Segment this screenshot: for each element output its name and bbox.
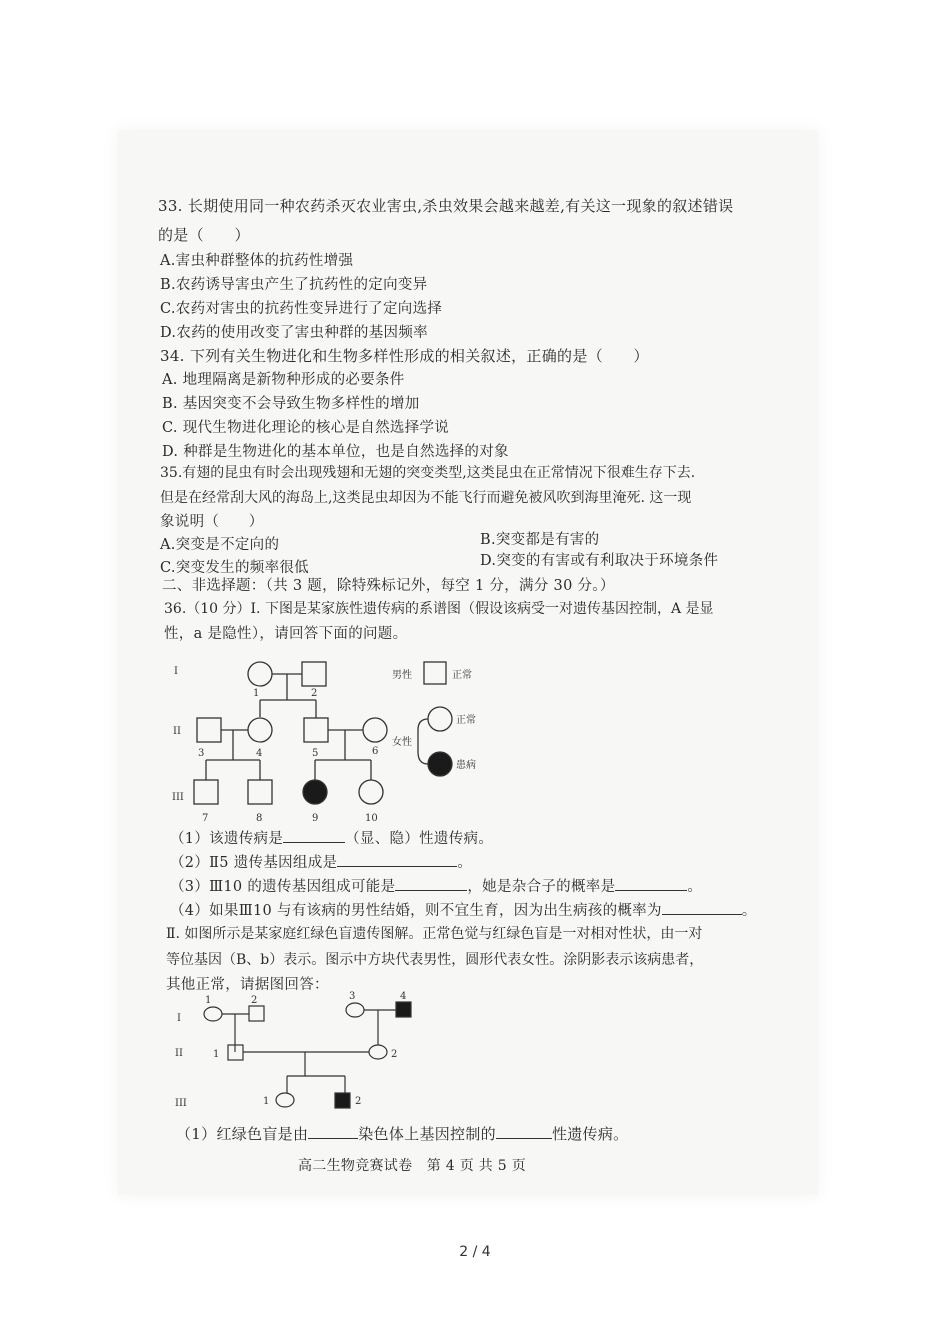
- q34-option-b: B. 基因突变不会导致生物多样性的增加: [162, 396, 420, 412]
- pedigree2-gen-II: II: [175, 1048, 183, 1059]
- q35-option-a: A.突变是不定向的: [160, 537, 280, 553]
- legend-female-affected-symbol: [428, 752, 452, 776]
- pedigree1-gen-III: III: [172, 792, 184, 803]
- pedigree-chart-1: [160, 650, 500, 825]
- pedigree1-num-3: 3: [198, 748, 205, 759]
- pedigree1-num-2: 2: [311, 688, 318, 699]
- pedigree1-num-1: 1: [253, 688, 260, 699]
- pedigree1-gen-II: II: [173, 726, 181, 737]
- pedigree2-III1-female: [276, 1093, 294, 1107]
- part2-line2: 等位基因（B、b）表示。图示中方块代表男性，圆形代表女性。涂阴影表示该病患者，: [166, 952, 704, 968]
- q36-intro-line2: 性，a 是隐性），请回答下面的问题。: [164, 626, 408, 642]
- q36-sub4: （4）如果Ⅲ10 与有该病的男性结婚，则不宜生育，因为出生病孩的概率为 。: [170, 900, 757, 921]
- pedigree1-II5-male: [304, 718, 328, 742]
- pedigree2-I4-affected-male: [396, 1002, 411, 1017]
- pedigree1-num-6: 6: [372, 746, 379, 757]
- part2-q1: （1）红绿色盲是由 染色体上基因控制的 性遗传病。: [176, 1125, 629, 1143]
- pedigree2-num-II1: 1: [213, 1049, 220, 1060]
- pedigree2-num-III1: 1: [263, 1096, 270, 1107]
- pedigree2-I3-female: [346, 1003, 364, 1017]
- legend-female-label: 女性: [392, 737, 412, 748]
- pedigree2-num-I2: 2: [251, 995, 258, 1006]
- pedigree2-II2-female: [369, 1045, 387, 1059]
- answer-blank[interactable]: [662, 900, 742, 915]
- q35-option-d: D.突变的有害或有利取决于环境条件: [480, 553, 719, 569]
- part2-line1: Ⅱ. 如图所示是某家庭红绿色盲遗传图解。正常色觉与红绿色盲是一对相对性状，由一对: [166, 926, 703, 942]
- pedigree2-num-I4: 4: [400, 991, 407, 1002]
- pedigree1-I2-male: [302, 662, 326, 686]
- pedigree2-num-III2: 2: [355, 1096, 362, 1107]
- exam-footer: 高二生物竞赛试卷 第 4 页 共 5 页: [298, 1158, 527, 1174]
- legend-male-normal-label: 正常: [452, 670, 472, 681]
- pedigree1-II4-female: [248, 718, 272, 742]
- answer-blank[interactable]: [308, 1124, 358, 1139]
- pedigree1-III9-affected-female: [303, 780, 327, 804]
- q34-option-d: D. 种群是生物进化的基本单位，也是自然选择的对象: [162, 444, 509, 460]
- pedigree1-num-4: 4: [256, 748, 263, 759]
- answer-blank[interactable]: [337, 852, 457, 867]
- pedigree2-num-II2: 2: [391, 1049, 398, 1060]
- q36-intro-line1: 36.（10 分）Ⅰ. 下图是某家族性遗传病的系谱图（假设该病受一对遗传基因控制，A 是显: [164, 601, 714, 617]
- pedigree1-III10-female: [359, 780, 383, 804]
- pedigree-chart-2: [165, 990, 425, 1110]
- pedigree1-II3-male: [197, 718, 221, 742]
- q33-option-c: C.农药对害虫的抗药性变异进行了定向选择: [160, 301, 443, 317]
- q34-option-c: C. 现代生物进化理论的核心是自然选择学说: [162, 420, 450, 436]
- legend-female-normal-symbol: [428, 707, 452, 731]
- q36-sub1: （1）该遗传病是 （显、隐）性遗传病。: [170, 828, 493, 849]
- legend-female-normal-label: 正常: [456, 715, 476, 726]
- answer-blank[interactable]: [496, 1124, 552, 1139]
- q36-sub3: （3）Ⅲ10 的遗传基因组成可能是 ，她是杂合子的概率是 。: [170, 876, 702, 897]
- legend-male-label: 男性: [392, 670, 412, 681]
- pedigree1-num-8: 8: [256, 813, 263, 824]
- answer-blank[interactable]: [615, 876, 687, 891]
- pedigree2-III2-affected-male: [335, 1093, 350, 1108]
- q35-stem-line3: 象说明（ ）: [160, 514, 264, 530]
- pedigree1-num-10: 10: [365, 813, 378, 824]
- section-2-heading: 二、非选择题：（共 3 题，除特殊标记外，每空 1 分，满分 30 分。）: [162, 578, 615, 594]
- q33-stem-line2: 的是（ ）: [158, 226, 250, 244]
- q34-stem: 34. 下列有关生物进化和生物多样性形成的相关叙述，正确的是（ ）: [160, 347, 649, 365]
- pedigree1-gen-I: I: [174, 666, 178, 677]
- pedigree2-gen-III: III: [175, 1098, 187, 1109]
- pedigree2-I1-female: [204, 1007, 222, 1021]
- q35-option-c: C.突变发生的频率很低: [160, 560, 309, 576]
- pedigree1-III7-male: [194, 780, 218, 804]
- part2-line3: 其他正常，请据图回答：: [166, 977, 329, 993]
- pedigree2-num-I1: 1: [205, 995, 212, 1006]
- answer-blank[interactable]: [395, 876, 467, 891]
- q35-stem-line2: 但是在经常刮大风的海岛上,这类昆虫却因为不能飞行而避免被风吹到海里淹死. 这一现: [160, 490, 692, 506]
- q34-option-a: A. 地理隔离是新物种形成的必要条件: [162, 372, 405, 388]
- pedigree1-num-5: 5: [312, 748, 319, 759]
- q33-stem-line1: 33. 长期使用同一种农药杀灭农业害虫,杀虫效果会越来越差,有关这一现象的叙述错误: [158, 197, 734, 215]
- pedigree1-num-9: 9: [312, 813, 319, 824]
- pedigree1-II6-female: [363, 718, 387, 742]
- q36-sub2: （2）Ⅱ5 遗传基因组成是 。: [170, 852, 472, 873]
- q33-option-a: A.害虫种群整体的抗药性增强: [160, 253, 354, 269]
- legend-female-affected-label: 患病: [456, 760, 476, 771]
- q33-option-b: B.农药诱导害虫产生了抗药性的定向变异: [160, 277, 428, 293]
- pedigree1-num-7: 7: [202, 813, 209, 824]
- q35-stem-line1: 35.有翅的昆虫有时会出现残翅和无翅的突变类型,这类昆虫在正常情况下很难生存下去.: [160, 465, 696, 481]
- pedigree2-num-I3: 3: [349, 991, 356, 1002]
- q33-option-d: D.农药的使用改变了害虫种群的基因频率: [160, 325, 428, 341]
- legend-male-normal-symbol: [424, 662, 446, 684]
- q35-option-b: B.突变都是有害的: [480, 532, 600, 548]
- page-indicator: 2 / 4: [459, 1244, 491, 1260]
- answer-blank[interactable]: [283, 828, 345, 843]
- pedigree2-I2-male: [249, 1006, 264, 1021]
- pedigree1-I1-female: [248, 662, 272, 686]
- pedigree2-gen-I: I: [177, 1013, 181, 1024]
- pedigree1-III8-male: [248, 780, 272, 804]
